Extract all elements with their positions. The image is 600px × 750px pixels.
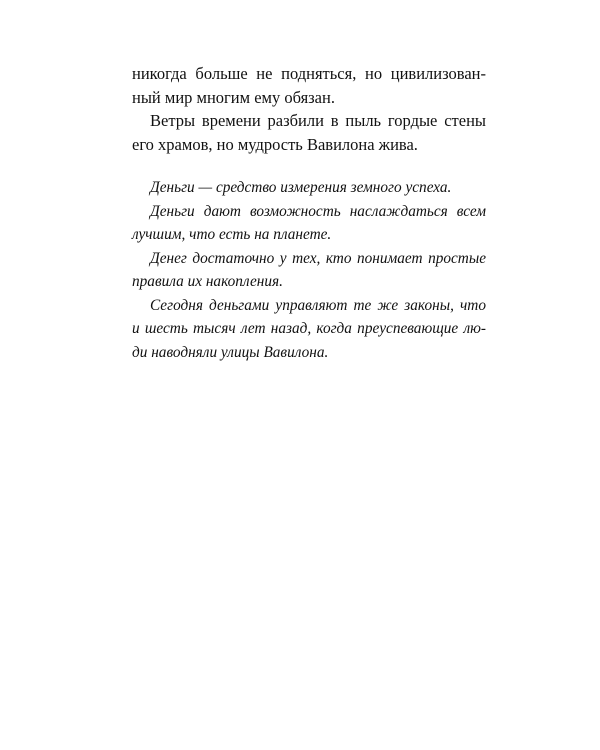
text-line: его храмов, но мудрость Вавилона жива. bbox=[132, 134, 418, 154]
quote-line: ди наводняли улицы Вавилона. bbox=[132, 343, 329, 361]
quote-line: Деньги дают возможность наслаждаться всем bbox=[150, 202, 486, 220]
quote-line: и шесть тысяч лет назад, когда преуспевающие лю- bbox=[132, 320, 486, 337]
quote-paragraph bbox=[132, 294, 486, 365]
quote-paragraph bbox=[132, 176, 486, 200]
quote-line: Денег достаточно у тех, кто понимает простые bbox=[150, 249, 486, 267]
main-text bbox=[132, 62, 486, 156]
text-line: никогда больше не подняться, но цивилизован- bbox=[132, 64, 486, 83]
quote-block bbox=[132, 176, 486, 364]
quote-line: правила их накопления. bbox=[132, 273, 283, 290]
quote-paragraph bbox=[132, 200, 486, 247]
paragraph bbox=[132, 109, 486, 156]
paragraph bbox=[132, 62, 486, 109]
quote-paragraph bbox=[132, 247, 486, 294]
quote-line: Сегодня деньгами управляют те же законы, что bbox=[150, 296, 486, 314]
text-line: ный мир многим ему обязан. bbox=[132, 87, 335, 107]
quote-line: Деньги — средство измерения земного успеха. bbox=[150, 179, 452, 196]
quote-line: лучшим, что есть на планете. bbox=[132, 226, 332, 243]
text-line: Ветры времени разбили в пыль гордые стены bbox=[150, 111, 486, 130]
